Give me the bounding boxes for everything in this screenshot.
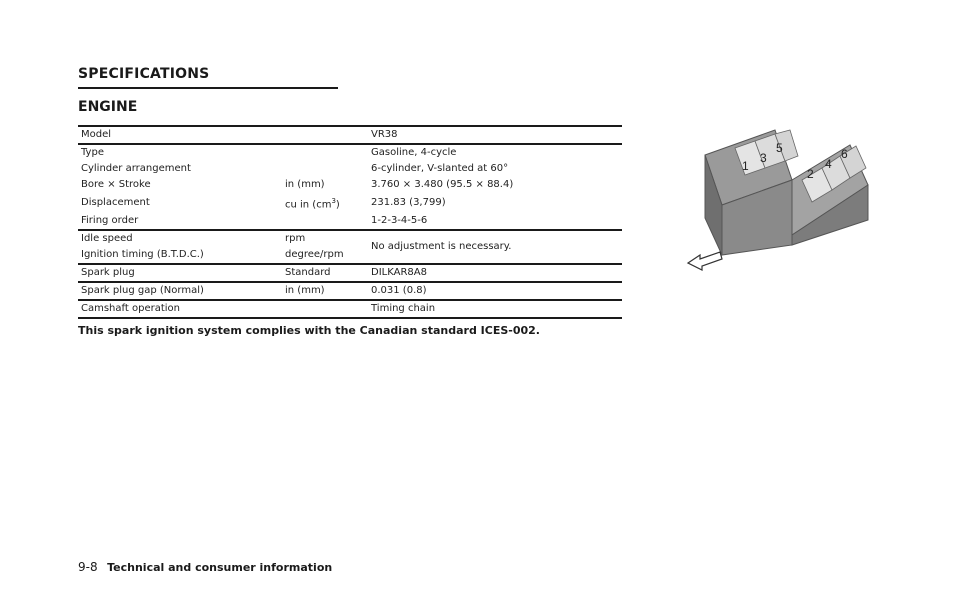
table-row [78, 282, 622, 300]
front-arrow-icon [688, 252, 722, 270]
spec-value: 0.031 (0.8) [368, 282, 622, 300]
section-rule [78, 87, 338, 89]
footer-title: Technical and consumer information [107, 561, 333, 574]
spec-unit: in (mm) [285, 179, 325, 190]
spec-value: Gasoline, 4-cycle [371, 147, 457, 158]
table-row [78, 300, 622, 318]
spec-value: 1-2-3-4-5-6 [368, 213, 622, 230]
unit-superscript: 3 [331, 197, 336, 205]
spec-value: Timing chain [368, 300, 622, 318]
cylinder-label: 4 [825, 157, 832, 171]
table-row [78, 213, 622, 230]
spec-label: Camshaft operation [78, 300, 282, 318]
spec-unit: in (mm) [282, 282, 368, 300]
spec-unit: Standard [282, 264, 368, 282]
cylinder-label: 6 [841, 147, 848, 161]
spec-label: Cylinder arrangement [81, 163, 191, 174]
cylinder-label: 5 [776, 141, 783, 155]
spec-label: Ignition timing (B.T.D.C.) [78, 247, 282, 264]
page-number: 9-8 [78, 560, 98, 574]
spec-value: No adjustment is necessary. [368, 230, 622, 264]
sub-title: ENGINE [78, 99, 138, 115]
spec-unit: rpm [285, 233, 306, 245]
engine-cylinder-diagram [680, 100, 880, 280]
cylinder-label: 1 [742, 159, 749, 173]
table-row [78, 177, 622, 193]
spec-unit [282, 193, 368, 213]
compliance-note: This spark ignition system complies with the Canadian standard ICES-002. [78, 324, 540, 337]
spec-label: Spark plug [78, 264, 282, 282]
section-title: SPECIFICATIONS [78, 66, 210, 82]
spec-unit: degree/rpm [282, 247, 368, 264]
spec-value: 6-cylinder, V-slanted at 60° [371, 163, 509, 174]
spec-value: 3.760 × 3.480 (95.5 × 88.4) [371, 179, 514, 190]
spec-unit [282, 161, 368, 177]
spec-unit [282, 300, 368, 318]
spec-label: Idle speed [81, 233, 133, 245]
spec-unit [282, 213, 368, 230]
unit-prefix: cu in (cm [285, 199, 332, 211]
table-row [78, 264, 622, 282]
spec-label: Spark plug gap (Normal) [78, 282, 282, 300]
cylinder-label: 3 [760, 151, 767, 165]
spec-label: Displacement [81, 197, 150, 209]
spec-value: DILKAR8A8 [368, 264, 622, 282]
engine-spec-table [78, 125, 622, 319]
cylinder-label: 2 [807, 167, 814, 181]
spec-unit [282, 126, 368, 144]
spec-value: 231.83 (3,799) [371, 197, 446, 209]
footer [78, 560, 332, 574]
spec-unit [282, 144, 368, 161]
table-row [78, 126, 622, 144]
unit-suffix: ) [335, 199, 340, 211]
spec-label: Firing order [78, 213, 282, 230]
spec-label: Type [81, 147, 104, 158]
spec-label: Bore × Stroke [81, 179, 151, 190]
spec-label: Model [78, 126, 282, 144]
table-row [78, 193, 622, 213]
spec-value: VR38 [368, 126, 622, 144]
table-row [78, 144, 622, 161]
table-row [78, 161, 622, 177]
table-row [78, 230, 622, 247]
